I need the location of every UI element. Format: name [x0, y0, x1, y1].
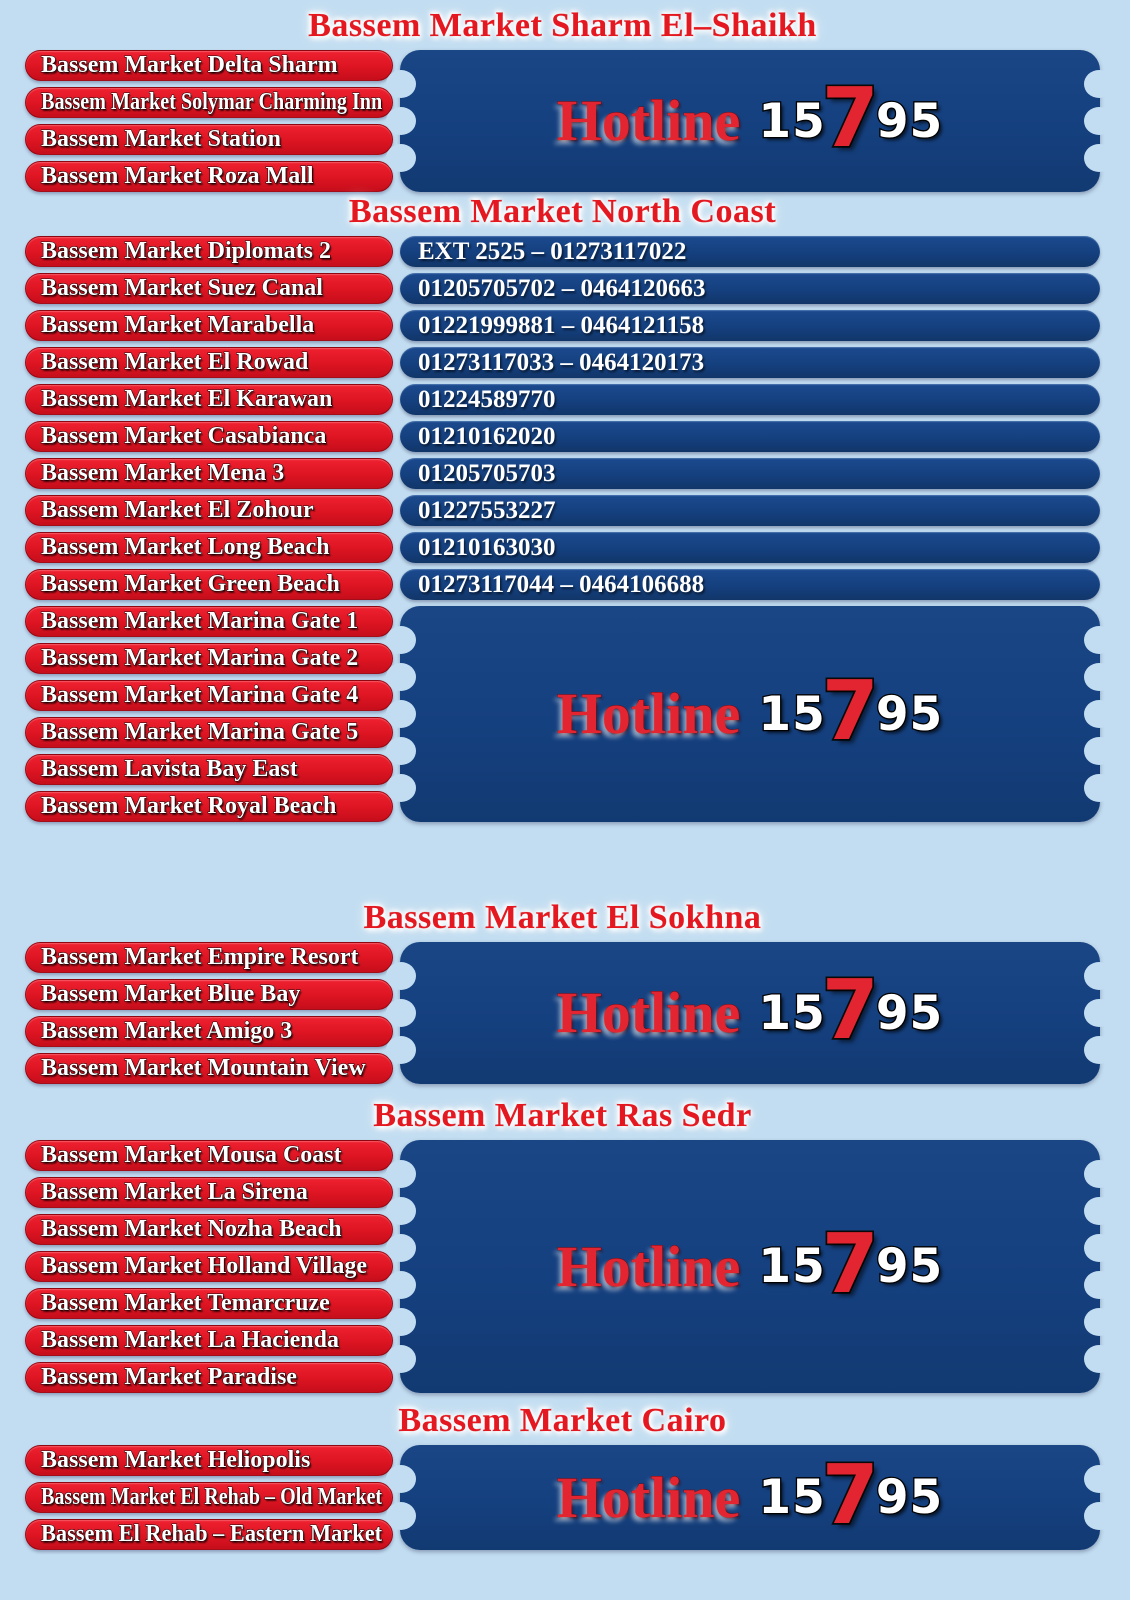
hotline-digit: 15 — [758, 93, 826, 149]
branch-pill — [25, 979, 393, 1010]
branch-pill — [25, 87, 393, 118]
branch-pill — [25, 495, 393, 526]
branch-pill-label: Bassem Market Mountain View — [41, 1055, 366, 1081]
section-title: Bassem Market Sharm El–Shaikh — [308, 7, 817, 44]
section — [25, 1098, 1100, 1393]
hotline-digit: 15 — [758, 1239, 826, 1294]
branch-row — [25, 421, 1100, 452]
branch-pill-label: Bassem Market Holland Village — [41, 1253, 367, 1279]
branch-pill — [25, 347, 393, 378]
branch-row — [25, 495, 1100, 526]
branch-pill-label: Bassem Market Royal Beach — [41, 793, 337, 819]
branch-pill — [25, 310, 393, 341]
hotline-number — [758, 963, 944, 1058]
branch-pill — [25, 1214, 393, 1245]
hotline-big-digit: 7 — [821, 1216, 880, 1312]
phone-number: 01205705702 – 0464120663 — [418, 275, 706, 302]
branch-row — [25, 458, 1100, 489]
hotline-number — [758, 71, 944, 166]
hotline-block — [400, 606, 1100, 822]
branch-pill-label: Bassem Market Casabianca — [41, 423, 327, 449]
branch-pill-label: Bassem Market Delta Sharm — [41, 52, 338, 78]
hotline-number — [758, 664, 944, 759]
branch-pill — [25, 421, 393, 452]
branch-pill-label: Bassem Market Mousa Coast — [41, 1142, 342, 1168]
phone-number: 01205705703 — [418, 460, 556, 487]
branch-pill — [25, 236, 393, 267]
section-title: Bassem Market Ras Sedr — [373, 1097, 752, 1134]
pill-column — [25, 1140, 393, 1393]
branch-pill-label: Bassem Market Roza Mall — [41, 163, 314, 189]
hotline-digit: 95 — [875, 93, 944, 149]
hotline-group — [25, 1445, 1100, 1550]
pill-column — [25, 606, 393, 822]
pill-column — [25, 942, 393, 1084]
branch-pill-label: Bassem Market La Hacienda — [41, 1327, 339, 1353]
phone-number: 01224589770 — [418, 386, 556, 413]
sections-container — [25, 8, 1100, 1550]
branch-pill-label: Bassem Market Empire Resort — [41, 944, 359, 970]
branch-pill-label: Bassem Market Long Beach — [41, 534, 330, 560]
phone-number: EXT 2525 – 01273117022 — [418, 238, 687, 265]
hotline-block — [400, 942, 1100, 1084]
hotline-label: Hotline — [556, 88, 741, 153]
hotline-big-digit: 7 — [821, 1447, 880, 1543]
branch-pill-label: Bassem Market Marina Gate 2 — [41, 645, 359, 671]
branch-pill-label: Bassem Market Diplomats 2 — [41, 238, 331, 264]
phone-bar — [400, 532, 1100, 563]
hotline-group — [25, 606, 1100, 822]
branch-pill — [25, 754, 393, 785]
branch-pill-label: Bassem Market Marabella — [41, 312, 315, 338]
branch-pill — [25, 1362, 393, 1393]
branch-pill-label: Bassem Market Suez Canal — [41, 275, 323, 301]
branch-pill — [25, 1519, 393, 1550]
section — [25, 1403, 1100, 1550]
hotline-label: Hotline — [556, 1233, 741, 1299]
branch-pill — [25, 124, 393, 155]
branch-row — [25, 347, 1100, 378]
section-title: Bassem Market Cairo — [398, 1402, 727, 1439]
hotline-digit: 15 — [758, 985, 826, 1041]
section-title: Bassem Market North Coast — [348, 193, 777, 230]
section — [25, 8, 1100, 192]
branch-pill — [25, 161, 393, 192]
branch-pill-label: Bassem Market Marina Gate 4 — [41, 682, 359, 708]
branch-pill — [25, 606, 393, 637]
hotline-block — [400, 1445, 1100, 1550]
hotline-number — [758, 1216, 944, 1312]
hotline-label: Hotline — [556, 681, 741, 746]
pill-column — [25, 1445, 393, 1550]
hotline-big-digit: 7 — [821, 664, 880, 759]
hotline-text — [400, 1140, 1100, 1393]
branch-pill — [25, 1482, 393, 1513]
branch-pill — [25, 273, 393, 304]
branch-pill-label: Bassem Market Green Beach — [41, 571, 340, 597]
phone-bar — [400, 347, 1100, 378]
hotline-digit: 95 — [875, 1239, 944, 1294]
phone-bar — [400, 310, 1100, 341]
branch-row — [25, 273, 1100, 304]
hotline-text — [400, 942, 1100, 1084]
phone-bar — [400, 384, 1100, 415]
hotline-text — [400, 50, 1100, 192]
branch-pill — [25, 1325, 393, 1356]
section — [25, 194, 1100, 822]
hotline-digit: 95 — [875, 686, 944, 742]
phone-number: 01227553227 — [418, 497, 556, 524]
branch-pill — [25, 717, 393, 748]
branch-pill-label: Bassem Market El Rehab – Old Market — [41, 1484, 383, 1510]
hotline-number — [758, 1447, 944, 1543]
branch-pill-label: Bassem Market Station — [41, 126, 281, 152]
branch-pill — [25, 532, 393, 563]
phone-number: 01221999881 – 0464121158 — [418, 312, 705, 339]
branch-row — [25, 310, 1100, 341]
hotline-digit: 15 — [758, 686, 826, 742]
branch-pill — [25, 1445, 393, 1476]
phone-bar — [400, 273, 1100, 304]
branch-pill-label: Bassem El Rehab – Eastern Market — [41, 1521, 383, 1547]
branch-pill-label: Bassem Market Solymar Charming Inn — [41, 89, 383, 115]
branch-pill-label: Bassem Market Heliopolis — [41, 1447, 311, 1473]
hotline-big-digit: 7 — [821, 963, 880, 1058]
branch-pill — [25, 791, 393, 822]
branch-row — [25, 236, 1100, 267]
phone-number: 01273117033 – 0464120173 — [418, 349, 705, 376]
hotline-digit: 15 — [758, 1470, 826, 1525]
pill-column — [25, 50, 393, 192]
hotline-group — [25, 1140, 1100, 1393]
section-title: Bassem Market El Sokhna — [363, 899, 762, 936]
branch-pill-label: Bassem Market Paradise — [41, 1364, 297, 1390]
branch-pill-label: Bassem Market El Zohour — [41, 497, 314, 523]
branch-pill-label: Bassem Market El Karawan — [41, 386, 333, 412]
branch-pill-label: Bassem Market Temarcruze — [41, 1290, 330, 1316]
hotline-text — [400, 1445, 1100, 1550]
hotline-block — [400, 1140, 1100, 1393]
hotline-group — [25, 50, 1100, 192]
branch-row — [25, 569, 1100, 600]
branch-pill — [25, 1177, 393, 1208]
branch-pill — [25, 569, 393, 600]
branch-pill — [25, 1140, 393, 1171]
hotline-label: Hotline — [556, 980, 741, 1045]
branch-pill — [25, 1053, 393, 1084]
branch-pill — [25, 384, 393, 415]
phone-number: 01273117044 – 0464106688 — [418, 571, 705, 598]
branch-pill-label: Bassem Market El Rowad — [41, 349, 309, 375]
branch-pill-label: Bassem Market Nozha Beach — [41, 1216, 342, 1242]
branch-pill-label: Bassem Market Marina Gate 1 — [41, 608, 359, 634]
phone-number: 01210163030 — [418, 534, 556, 561]
hotline-big-digit: 7 — [821, 71, 880, 166]
phone-bar — [400, 421, 1100, 452]
hotline-label: Hotline — [556, 1464, 741, 1530]
branch-pill-label: Bassem Market La Sirena — [41, 1179, 308, 1205]
phone-bar — [400, 569, 1100, 600]
hotline-digit: 95 — [875, 1470, 944, 1525]
branch-pill — [25, 1288, 393, 1319]
branch-pill-label: Bassem Market Amigo 3 — [41, 1018, 293, 1044]
branch-pill-label: Bassem Market Mena 3 — [41, 460, 285, 486]
phone-bar — [400, 236, 1100, 267]
hotline-group — [25, 942, 1100, 1084]
branch-pill — [25, 1016, 393, 1047]
section — [25, 900, 1100, 1084]
hotline-block — [400, 50, 1100, 192]
phone-number: 01210162020 — [418, 423, 556, 450]
branch-pill — [25, 942, 393, 973]
branch-pill-label: Bassem Lavista Bay East — [41, 756, 298, 782]
phone-bar — [400, 458, 1100, 489]
branch-row — [25, 532, 1100, 563]
branch-pill — [25, 458, 393, 489]
branch-row — [25, 384, 1100, 415]
branch-pill-label: Bassem Market Blue Bay — [41, 981, 301, 1007]
branch-pill — [25, 680, 393, 711]
branch-pill — [25, 50, 393, 81]
branch-pill-label: Bassem Market Marina Gate 5 — [41, 719, 359, 745]
branch-pill — [25, 1251, 393, 1282]
hotline-text — [400, 606, 1100, 822]
branch-pill — [25, 643, 393, 674]
hotline-digit: 95 — [875, 985, 944, 1041]
phone-bar — [400, 495, 1100, 526]
